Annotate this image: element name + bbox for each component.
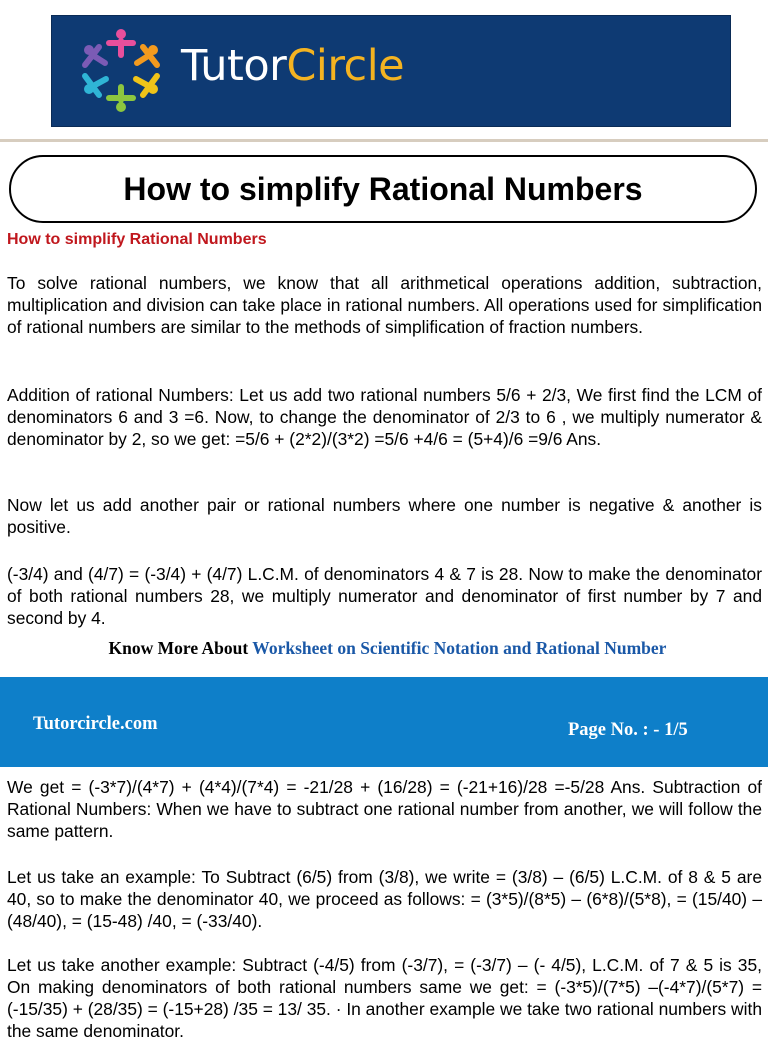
logo-wordmark [181, 41, 405, 91]
section-subheading: How to simplify Rational Numbers [7, 231, 267, 248]
header-divider [0, 139, 768, 142]
header-banner [51, 15, 731, 127]
page-title: How to simplify Rational Numbers [9, 155, 757, 223]
logo-text-circle: Circle [286, 41, 405, 91]
footer-site: Tutorcircle.com [33, 714, 158, 734]
paragraph-intro: To solve rational numbers, we know that all arithmetical operations addition, subtraction, multiplication and division can take place in rational numbers. All operations used for simplification of rational numbers are similar to the methods of simplification of fraction numbers. [7, 273, 762, 337]
paragraph-subtract-example: Let us take an example: To Subtract (6/5) from (3/8), we write = (3/8) – (6/5) L.C.M. of 8 & 5 are 40, so to make the denominator 40, we proceed as follows: = (3*5)/(8*5) – (6*8)/(5*8), = (15/40) – (48/40), = (15-48) /40, = (-33/40). [7, 867, 762, 931]
logo-text-tutor: Tutor [181, 41, 287, 91]
know-more-prefix: Know More About [108, 638, 253, 658]
paragraph-negative-pair: Now let us add another pair or rational numbers where one number is negative & another is positive. [7, 495, 762, 537]
people-circle-logo-icon [73, 23, 169, 119]
paragraph-lcm-example: (-3/4) and (4/7) = (-3/4) + (4/7) L.C.M. of denominators 4 & 7 is 28. Now to make the denominator of both rational numbers 28, we multiply numerator and denominator of first number by 7 and second by 4. [7, 564, 762, 628]
paragraph-result: We get = (-3*7)/(4*7) + (4*4)/(7*4) = -21/28 + (16/28) = (-21+16)/28 =-5/28 Ans. Subtraction of Rational Numbers: When we have to subtract one rational number from another, we will follow the same pattern. [7, 777, 762, 841]
paragraph-addition: Addition of rational Numbers: Let us add two rational numbers 5/6 + 2/3, We first find the LCM of denominators 6 and 3 =6. Now, to change the denominator of 2/3 to 6 , we multiply numerator & denominator by 2, so we get: =5/6 + (2*2)/(3*2) =5/6 +4/6 = (5+4)/6 =9/6 Ans. [7, 385, 762, 449]
know-more-link[interactable]: Worksheet on Scientific Notation and Rational Number [252, 638, 667, 658]
know-more-line [0, 638, 768, 659]
paragraph-subtract-example-2: Let us take another example: Subtract (-4/5) from (-3/7), = (-3/7) – (- 4/5), L.C.M. of 7 & 5 is 35, On making denominators of both rational numbers same we get: = (-3*5)/(7*5) –(-4*7)/(5*7) = (-15/35) + (28/35) = (-15+28) /35 = 13/ 35. · In another example we take two rational numbers with the same denominator. [7, 955, 762, 1041]
footer-page-number: Page No. : - 1/5 [568, 720, 688, 740]
